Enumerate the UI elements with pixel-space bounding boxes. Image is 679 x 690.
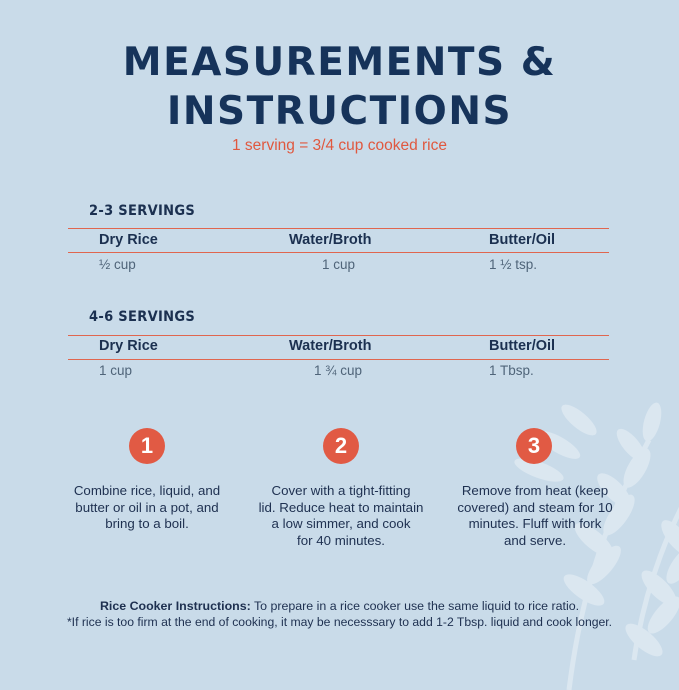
step-1-text (47, 483, 247, 533)
table-1-header-rule (68, 252, 609, 253)
step-3-text (435, 483, 635, 549)
table-2-value-water-broth: 1 ¾ cup (314, 363, 363, 378)
title-line-1: MEASUREMENTS & (122, 40, 557, 85)
page-title (0, 38, 679, 136)
table-2-header-butter-oil: Butter/Oil (489, 338, 556, 354)
step-3-badge: 3 (516, 428, 552, 464)
rice-cooker-text: To prepare in a rice cooker use the same liquid to rice ratio. (250, 599, 580, 613)
table-2-header-water-broth: Water/Broth (289, 338, 372, 354)
serving-note: 1 serving = 3/4 cup cooked rice (232, 137, 447, 154)
step-2-line-1: Cover with a tight-fitting (271, 483, 411, 498)
step-1-badge: 1 (129, 428, 165, 464)
table-1-value-water-broth: 1 cup (322, 257, 356, 272)
rice-cooker-label: Rice Cooker Instructions: (99, 599, 251, 613)
table-2-value-butter-oil: 1 Tbsp. (489, 363, 534, 378)
section-title-2-3-servings: 2-3 SERVINGS (89, 203, 196, 219)
step-2-line-3: a low simmer, and cook (271, 516, 411, 531)
step-2-text (241, 483, 441, 549)
title-line-2: INSTRUCTIONS (166, 89, 513, 134)
step-2-badge: 2 (323, 428, 359, 464)
step-2-line-4: for 40 minutes. (297, 532, 385, 548)
step-2-line-2: lid. Reduce heat to maintain (258, 499, 424, 515)
table-2-top-rule (68, 335, 609, 336)
step-3-line-1: Remove from heat (keep (461, 483, 609, 498)
firmness-note: *If rice is too firm at the end of cooking, it may be necesssary to add 1-2 Tbsp. liquid and cook longer. (66, 615, 613, 629)
table-1-header-water-broth: Water/Broth (289, 232, 372, 248)
section-title-4-6-servings: 4-6 SERVINGS (89, 309, 196, 325)
table-2-value-dry-rice: 1 cup (99, 363, 133, 378)
table-1-value-dry-rice: ½ cup (99, 257, 136, 272)
table-1-header-butter-oil: Butter/Oil (489, 232, 556, 248)
table-1-value-butter-oil: 1 ½ tsp. (489, 257, 538, 272)
step-3-line-3: minutes. Fluff with fork (468, 516, 602, 531)
table-2-header-rule (68, 359, 609, 360)
step-3-line-4: and serve. (503, 532, 567, 548)
rice-cooker-instructions (0, 599, 679, 613)
table-1-top-rule (68, 228, 609, 229)
step-3-line-2: covered) and steam for 10 (457, 499, 613, 515)
step-1-line-1: Combine rice, liquid, and (73, 483, 221, 498)
step-1-line-3: bring to a boil. (105, 516, 189, 531)
table-1-header-dry-rice: Dry Rice (99, 232, 158, 248)
table-2-header-dry-rice: Dry Rice (99, 338, 158, 354)
step-1-line-2: butter or oil in a pot, and (75, 499, 219, 515)
